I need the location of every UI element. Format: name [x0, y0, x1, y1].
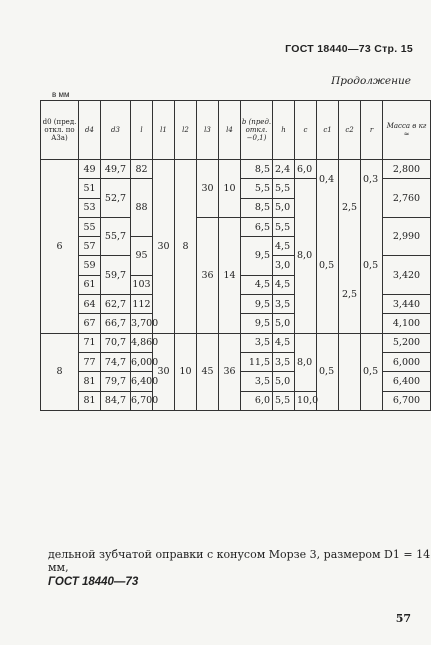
l-cell: 6,000	[131, 352, 153, 371]
h-cell: 5,5	[273, 217, 295, 236]
col-c2: c2	[339, 101, 361, 160]
h-cell: 4,5	[273, 237, 295, 256]
b-cell: 8,5	[241, 160, 273, 179]
d4-cell: 59	[79, 256, 101, 275]
l-cell: 95	[131, 237, 153, 276]
l1-cell: 30	[153, 333, 175, 410]
dimensions-table	[40, 100, 431, 411]
c2-cell: 2,5	[339, 160, 361, 256]
b-cell: 9,5	[241, 237, 273, 276]
b-cell: 6,0	[241, 391, 273, 410]
col-c: c	[295, 101, 317, 160]
c2-cell	[339, 333, 361, 410]
h-cell: 2,4	[273, 160, 295, 179]
l2-cell: 10	[175, 333, 197, 410]
l-cell: 3,700	[131, 314, 153, 333]
h-cell: 5,0	[273, 372, 295, 391]
r-cell: 0,5	[361, 198, 383, 333]
b-cell: 9,5	[241, 295, 273, 314]
body-text-line: дельной зубчатой оправки с конусом Морзе 3, размером D1 = 14 мм,	[48, 548, 431, 574]
h-cell: 5,5	[273, 179, 295, 198]
d4-cell: 71	[79, 333, 101, 352]
page-number: 57	[395, 612, 411, 625]
d3-cell: 55,7	[101, 217, 131, 256]
c2-cell: 2,5	[339, 256, 361, 333]
c1-cell: 0,5	[317, 333, 339, 410]
d0-cell: 6	[41, 160, 79, 334]
l-cell: 103	[131, 275, 153, 294]
d3-cell: 52,7	[101, 179, 131, 218]
d3-cell: 84,7	[101, 391, 131, 410]
mass-cell: 6,700	[383, 391, 431, 410]
d3-cell: 70,7	[101, 333, 131, 352]
d3-cell: 49,7	[101, 160, 131, 179]
l1-cell: 30	[153, 160, 175, 334]
h-cell: 4,5	[273, 275, 295, 294]
d3-cell: 66,7	[101, 314, 131, 333]
page-header: ГОСТ 18440—73 Стр. 15	[285, 43, 413, 55]
col-b: b (пред. откл. −0,1)	[241, 101, 273, 160]
h-cell: 5,0	[273, 314, 295, 333]
r-cell: 0,5	[361, 333, 383, 410]
mass-cell: 3,420	[383, 256, 431, 295]
c-cell: 10,0	[295, 391, 317, 410]
d4-cell: 64	[79, 295, 101, 314]
d4-cell: 67	[79, 314, 101, 333]
h-cell: 5,0	[273, 198, 295, 217]
mass-cell: 2,800	[383, 160, 431, 179]
b-cell: 3,5	[241, 372, 273, 391]
d4-cell: 57	[79, 237, 101, 256]
b-cell: 4,5	[241, 275, 273, 294]
h-cell: 3,5	[273, 352, 295, 371]
r-cell: 0,3	[361, 160, 383, 199]
d4-cell: 77	[79, 352, 101, 371]
units-label: в мм	[52, 90, 70, 99]
col-l: l	[131, 101, 153, 160]
col-l3: l3	[197, 101, 219, 160]
mass-cell: 4,100	[383, 314, 431, 333]
l-cell: 82	[131, 160, 153, 179]
d3-cell: 62,7	[101, 295, 131, 314]
l3-cell: 30	[197, 160, 219, 218]
c-cell: 8,0	[295, 179, 317, 333]
l-cell: 6,400	[131, 372, 153, 391]
continuation-label: Продолжение	[331, 75, 411, 87]
col-c1: c1	[317, 101, 339, 160]
d4-cell: 61	[79, 275, 101, 294]
d4-cell: 81	[79, 372, 101, 391]
d3-cell: 74,7	[101, 352, 131, 371]
col-d0: d0 (пред. откл. по A3a)	[41, 101, 79, 160]
d3-cell: 79,7	[101, 372, 131, 391]
d4-cell: 55	[79, 217, 101, 236]
h-cell: 5,5	[273, 391, 295, 410]
b-cell: 5,5	[241, 179, 273, 198]
gost-title: ГОСТ 18440—73	[48, 576, 139, 588]
mass-cell: 2,760	[383, 179, 431, 218]
col-h: h	[273, 101, 295, 160]
l-cell: 6,700	[131, 391, 153, 410]
b-cell: 9,5	[241, 314, 273, 333]
h-cell: 3,5	[273, 295, 295, 314]
l-cell: 88	[131, 179, 153, 237]
l2-cell: 8	[175, 160, 197, 334]
h-cell: 4,5	[273, 333, 295, 352]
b-cell: 6,5	[241, 217, 273, 236]
b-cell: 8,5	[241, 198, 273, 217]
l4-cell: 14	[219, 217, 241, 333]
col-d4: d4	[79, 101, 101, 160]
mass-cell: 6,000	[383, 352, 431, 371]
c-cell: 6,0	[295, 160, 317, 179]
d4-cell: 51	[79, 179, 101, 198]
d4-cell: 49	[79, 160, 101, 179]
col-l2: l2	[175, 101, 197, 160]
d4-cell: 81	[79, 391, 101, 410]
c-cell: 8,0	[295, 333, 317, 391]
l3-cell: 45	[197, 333, 219, 410]
mass-cell: 5,200	[383, 333, 431, 352]
l-cell: 4,860	[131, 333, 153, 352]
c1-cell: 0,4	[317, 160, 339, 199]
d0-cell: 8	[41, 333, 79, 410]
c1-cell: 0,5	[317, 198, 339, 333]
col-l1: l1	[153, 101, 175, 160]
l-cell: 112	[131, 295, 153, 314]
col-r: r	[361, 101, 383, 160]
l4-cell: 10	[219, 160, 241, 218]
mass-cell: 6,400	[383, 372, 431, 391]
l4-cell: 36	[219, 333, 241, 410]
col-l4: l4	[219, 101, 241, 160]
d4-cell: 53	[79, 198, 101, 217]
col-d3: d3	[101, 101, 131, 160]
h-cell: 3,0	[273, 256, 295, 275]
d3-cell: 59,7	[101, 256, 131, 295]
mass-cell: 3,440	[383, 295, 431, 314]
l3-cell: 36	[197, 217, 219, 333]
b-cell: 11,5	[241, 352, 273, 371]
mass-cell: 2,990	[383, 217, 431, 256]
b-cell: 3,5	[241, 333, 273, 352]
col-mass: Масса в кг ≈	[383, 101, 431, 160]
